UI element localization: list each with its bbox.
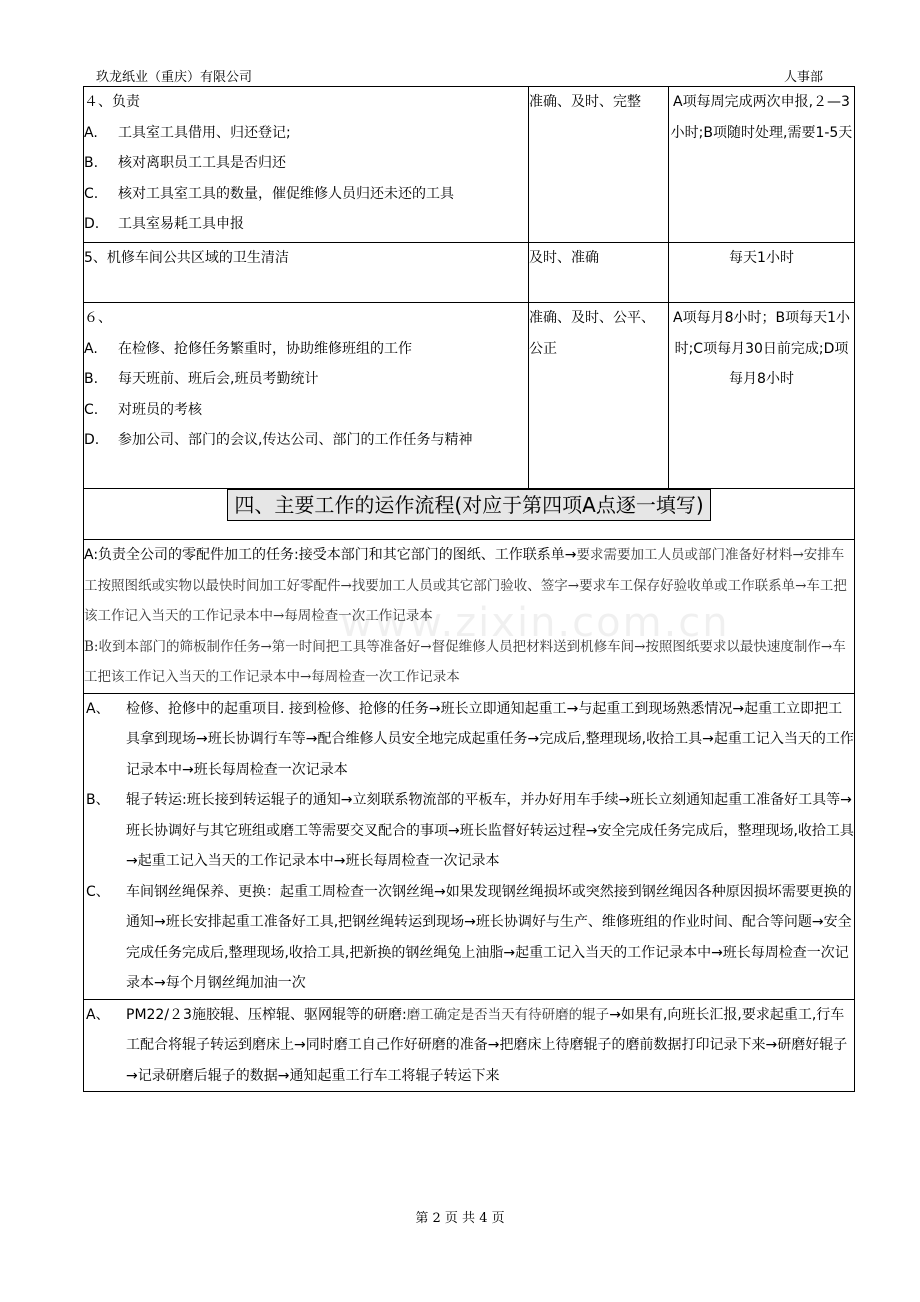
duty-standard: 准确、及时、公平、公正 [529,303,669,489]
duty-content [84,243,529,303]
flow-block-3 [84,999,855,1092]
page-header [83,64,853,87]
duty-table [83,86,855,1092]
duty-item: A. 在检修、抢修任务繁重时，协助维修班组的工作 [84,340,412,357]
duty-item: B. 每天班前、班后会,班员考勤统计 [84,371,319,387]
duty-item: C. 对班员的考核 [84,401,202,418]
page-footer: 第 2 页 共 4 页 [415,1211,505,1226]
watermark-text: www.zixin.com.cn [340,600,730,646]
flow-item: A、 检修、抢修中的起重项目. 接到检修、抢修的任务→班长立即通知起重工→与起重工到现场熟悉情况→起重工立即把工具拿到现场→班长协调行车等→配合维修人员安全地完成起重任务→完成后,整理现场,收拾工具→起重工记入当天的工作记录本中→班长每周检查一次记录本 [86,700,854,778]
duty-title: ６、 [84,310,112,326]
flow-item: B、 辊子转运:班长接到转运辊子的通知→立刻联系物流部的平板车，并办好用车手续→班长立刻通知起重工准备好工具等→班长协调好与其它班组或磨工等需要交叉配合的事项→班长监督好转运过程→安全完成任务完成后，整理现场,收拾工具→起重工记入当天的工作记录本中→班长每周检查一次记录本 [86,792,854,869]
flow-block-1 [84,540,855,694]
duty-item: D. 工具室易耗工具申报 [84,216,244,232]
duty-title: 5、机修车间公共区域的卫生清洁 [84,250,289,266]
section-title: 四、主要工作的运作流程(对应于第四项A点逐一填写) [227,489,710,521]
flow-item: C、 车间钢丝绳保养、更换：起重工周检查一次钢丝绳→如果发现钢丝绳损坏或突然接到钢丝绳因各种原因损坏需要更换的通知→班长安排起重工准备好工具,把钢丝绳转运到现场→班长协调好与生产、维修班组的作业时间、配合等问题→安全完成任务完成后,整理现场,收拾工具,把新换的钢丝绳兔上油脂→起重工记入当天的工作记录本中→班长每周检查一次记录本→每个月钢丝绳加油一次 [86,883,852,991]
duty-row-6 [84,303,855,489]
duty-content [84,87,529,243]
company-name: 玖龙纸业（重庆）有限公司 [96,70,253,85]
duty-time: A项每月8小时；B项每天1小时;C项每月30日前完成;D项每月8小时 [669,303,855,489]
duty-content [84,303,529,489]
duty-item: A. 工具室工具借用、归还登记; [84,124,291,141]
duty-item: C. 核对工具室工具的数量，催促维修人员归还未还的工具 [84,185,454,202]
duty-title: ４、负责 [84,94,140,110]
duty-time: A项每周完成两次申报,２—3小时;B项随时处理,需要1-5天 [669,87,855,243]
flow-paragraph-a: A:负责全公司的零配件加工的任务:接受本部门和其它部门的图纸、工作联系单→要求需要加工人员或部门准备好材料→安排车工按照图纸或实物以最快时间加工好零配件→找要加工人员或其它部门验收、签字→要求车工保存好验收单或工作联系单→车工把该工作记入当天的工作记录本中→每周检查一次工作记录本 [84,547,847,624]
section-heading-row [84,489,855,540]
duty-time: 每天1小时 [669,243,855,303]
flow-block-2 [84,693,855,999]
duty-item: B. 核对离职员工工具是否归还 [84,155,286,171]
duty-row-4 [84,87,855,243]
flow-paragraph-b: B:收到本部门的筛板制作任务→第一时间把工具等准备好→督促维修人员把材料送到机修车间→按照图纸要求以最快速度制作→车工把该工作记入当天的工作记录本中→每周检查一次工作记录本 [84,638,846,685]
department-name: 人事部 [783,70,823,85]
duty-standard: 准确、及时、完整 [529,87,669,243]
duty-standard: 及时、准确 [529,243,669,303]
duty-row-5 [84,243,855,303]
flow-item: A、 PM22/２3施胶辊、压榨辊、驱网辊等的研磨:磨工确定是否当天有待研磨的辊子→如果有,向班长汇报,要求起重工,行车工配合将辊子转运到磨床上→同时磨工自己作好研磨的准备→把磨床上待磨辊子的磨前数据打印记录下来→研磨好辊子→记录研磨后辊子的数据→通知起重工行车工将辊子转运下来 [86,1006,848,1084]
duty-item: D. 参加公司、部门的会议,传达公司、部门的工作任务与精神 [84,432,473,448]
